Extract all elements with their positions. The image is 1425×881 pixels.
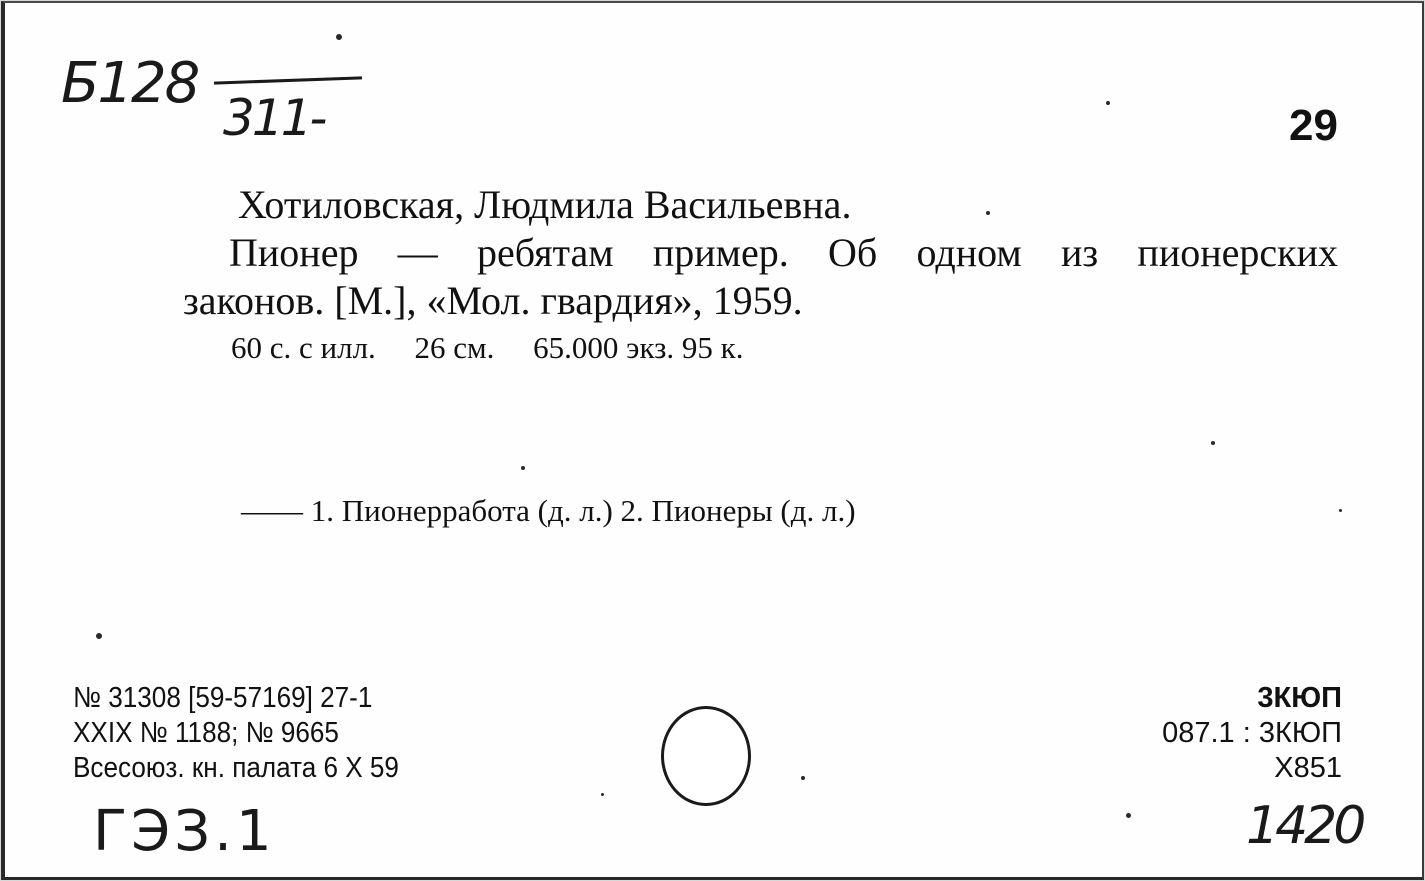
subject-headings: —— 1. Пионерработа (д. л.) 2. Пионеры (д. л.) (241, 493, 856, 528)
print-speck (521, 466, 525, 470)
bibliographic-entry (183, 181, 1338, 367)
punch-hole (661, 706, 751, 806)
print-speck (1339, 509, 1342, 512)
collation: 60 с. с илл. 26 см. 65.000 экз. 95 к. (231, 330, 744, 365)
card-number: 29 (1289, 101, 1338, 150)
bib-line-3: Всесоюз. кн. палата 6 X 59 (73, 752, 399, 784)
print-speck (801, 776, 805, 780)
print-speck (96, 633, 102, 639)
classification-marks (1162, 681, 1342, 786)
print-speck (1106, 101, 1110, 105)
bib-line-1: № 31308 [59-57169] 27-1 (73, 682, 373, 714)
shelf-mark-underline (214, 76, 362, 84)
class-line-3: Х851 (1274, 752, 1342, 784)
handwritten-shelf-mark: Б128 (61, 51, 199, 116)
print-speck (986, 211, 990, 215)
print-speck (1211, 441, 1215, 445)
title-line-1: Пионер — ребятам пример. Об одном из пионерских (229, 230, 1338, 275)
class-line-2: 087.1 : 3КЮП (1162, 717, 1342, 749)
bibliographic-numbers (73, 681, 399, 786)
bib-line-2: XXIX № 1188; № 9665 (73, 717, 339, 749)
class-line-1: 3КЮП (1257, 682, 1342, 714)
author-name: Хотиловская, Людмила Васильевна. (238, 182, 852, 227)
print-speck (1126, 813, 1131, 818)
handwritten-bottom-right: 1420 (1246, 796, 1363, 856)
handwritten-shelf-sub: 311- (223, 89, 325, 147)
print-speck (601, 793, 604, 796)
title-line-2: законов. [М.], «Мол. гвардия», 1959. (183, 278, 803, 323)
print-speck (336, 34, 342, 40)
handwritten-bottom-left: ГЭЗ.1 (93, 799, 276, 864)
